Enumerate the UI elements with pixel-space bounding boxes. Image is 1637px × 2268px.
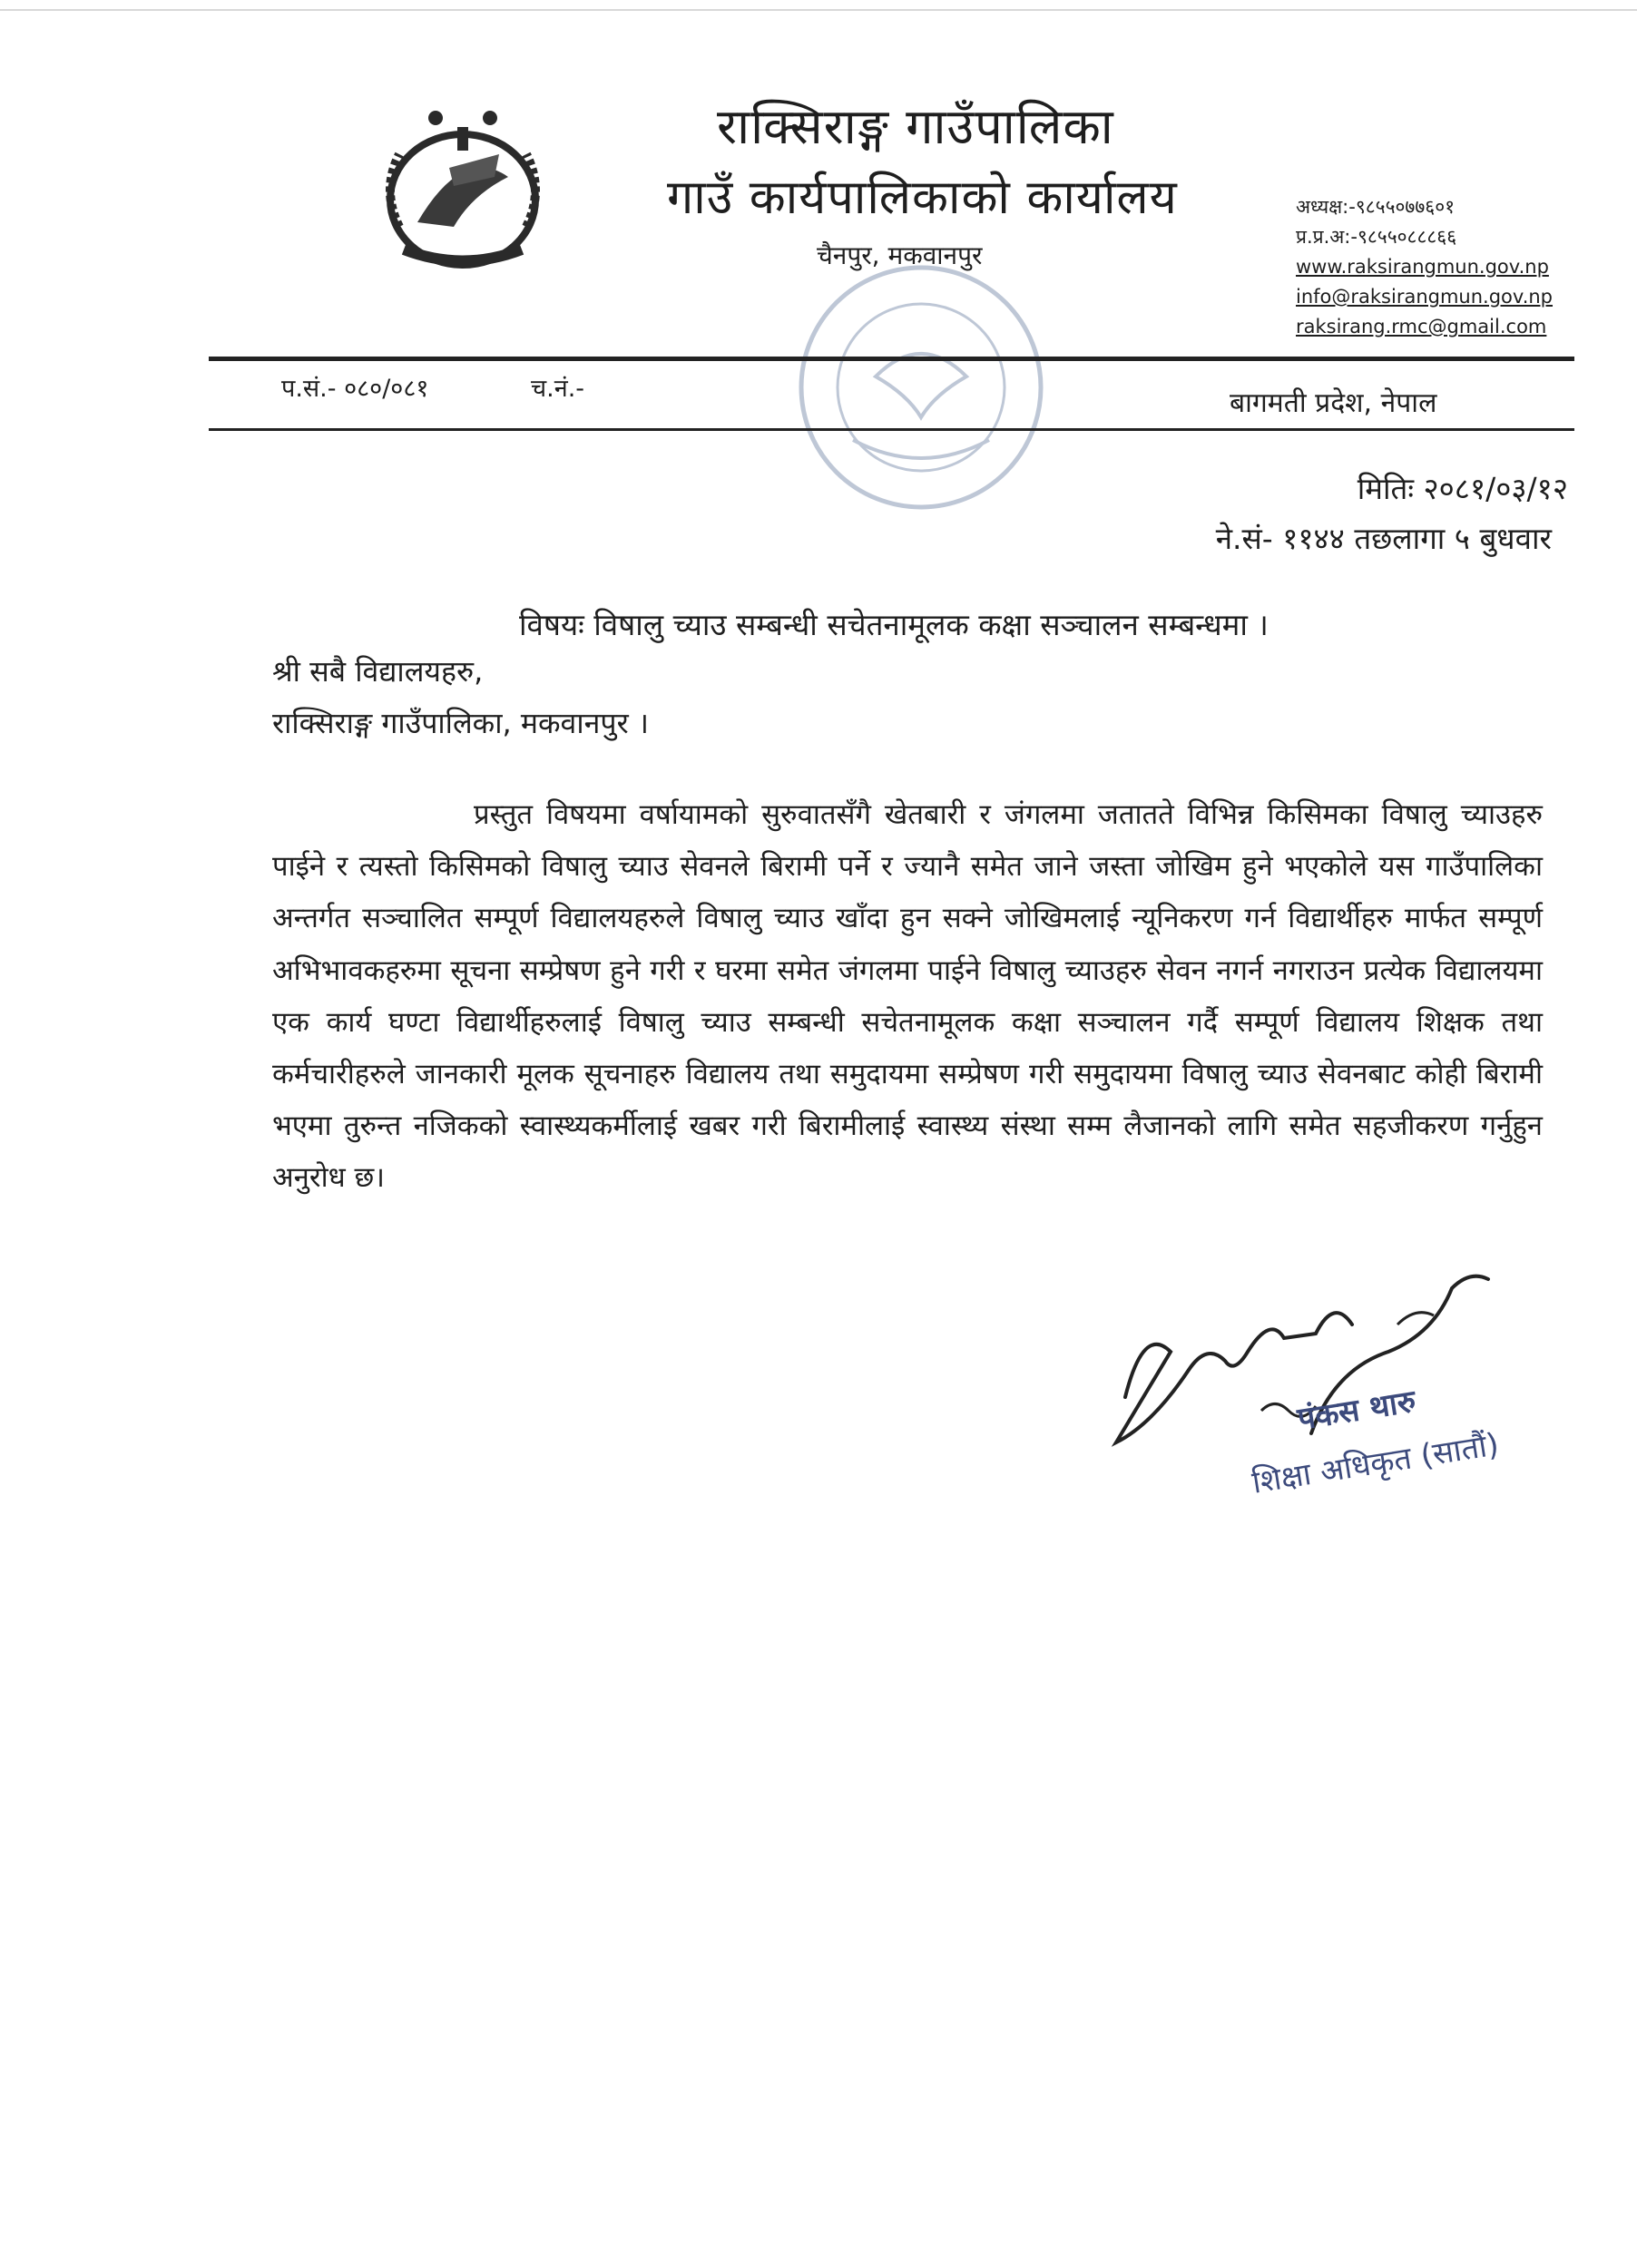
signatory-title: शिक्षा अधिकृत (सातौं) [1250,1426,1502,1501]
office-address: चैनपुर, मकवानपुर [817,240,983,270]
header-rule [209,357,1574,361]
chair-phone: अध्यक्ष:-९८५५०७७६०१ [1296,196,1456,218]
letter-body: प्रस्तुत विषयमा वर्षायामको सुरुवातसँगै खेतबारी र जंगलमा जतातते विभिन्न किसिमका विषालु च्याउहरु पाईने र त्यस्तो किसिमको विषालु च्याउ सेवनले बिरामी पर्ने र ज्यानै समेत जाने जस्ता जोखिम हुने भएकोले यस गाउँपालिका अन्तर्गत सञ्चालित सम्पूर्ण विद्यालयहरुले विषालु च्याउ खाँदा हुन सक्ने जोखिमलाई न्यूनिकरण गर्न विद्यार्थीहरु मार्फत सम्पूर्ण अभिभावकहरुमा सूचना सम्प्रेषण हुने गरी र घरमा समेत जंगलमा पाईने विषालु च्याउहरु सेवन नगर्न नगराउन प्रत्येक विद्यालयमा एक कार्य घण्टा विद्यार्थीहरुलाई विषालु च्याउ सम्बन्धी सचेतनामूलक कक्षा सञ्चालन गर्दै सम्पूर्ण विद्यालय शिक्षक तथा कर्मचारीहरुले जानकारी मूलक सूचनाहरु विद्यालय तथा समुदायमा सम्प्रेषण गरी समुदायमा विषालु च्याउ सेवनबाट कोही बिरामी भएमा तुरुन्त नजिकको स्वास्थ्यकर्मीलाई खबर गरी बिरामीलाई स्वास्थ्य संस्था सम्म लैजानको लागि समेत सहजीकरण गर्नुहुन अनुरोध छ। [272,798,1543,1195]
letter-date: मितिः २०८१/०३/१२ [1357,471,1568,506]
recipient-line-1: श्री सबै विद्यालयहरु, [272,654,484,689]
email-link[interactable]: info@raksirangmun.gov.np [1296,286,1554,308]
cao-phone: प्र.प्र.अ:-९८५५०८८८६६ [1296,226,1457,248]
signatory-name: पंकस थारु [1295,1383,1418,1438]
municipality-name: राक्सिराङ्ग गाउँपालिका [717,98,1114,155]
office-stamp [780,259,1062,517]
email2-link[interactable]: raksirang.rmc@gmail.com [1296,316,1547,337]
letter-subject: विषयः विषालु च्याउ सम्बन्धी सचेतनामूलक कक्षा सञ्चालन सम्बन्धमा । [519,607,1269,642]
scan-edge [0,9,1637,11]
contact-block [1296,192,1553,342]
recipient-line-2: राक्सिराङ्ग गाउँपालिका, मकवानपुर । [272,706,649,740]
nepal-emblem-logo [363,91,563,281]
dispatch-number: च.नं.- [531,375,585,403]
nepal-sambat-date: ने.सं- ११४४ तछलागा ५ बुधवार [1215,521,1552,556]
province: बागमती प्रदेश, नेपाल [1230,387,1437,419]
reference-number: प.सं.- ०८०/०८१ [281,375,429,403]
office-name: गाउँ कार्यपालिकाको कार्यालय [667,171,1178,225]
website-link[interactable]: www.raksirangmun.gov.np [1296,256,1549,278]
ref-rule [209,428,1574,431]
